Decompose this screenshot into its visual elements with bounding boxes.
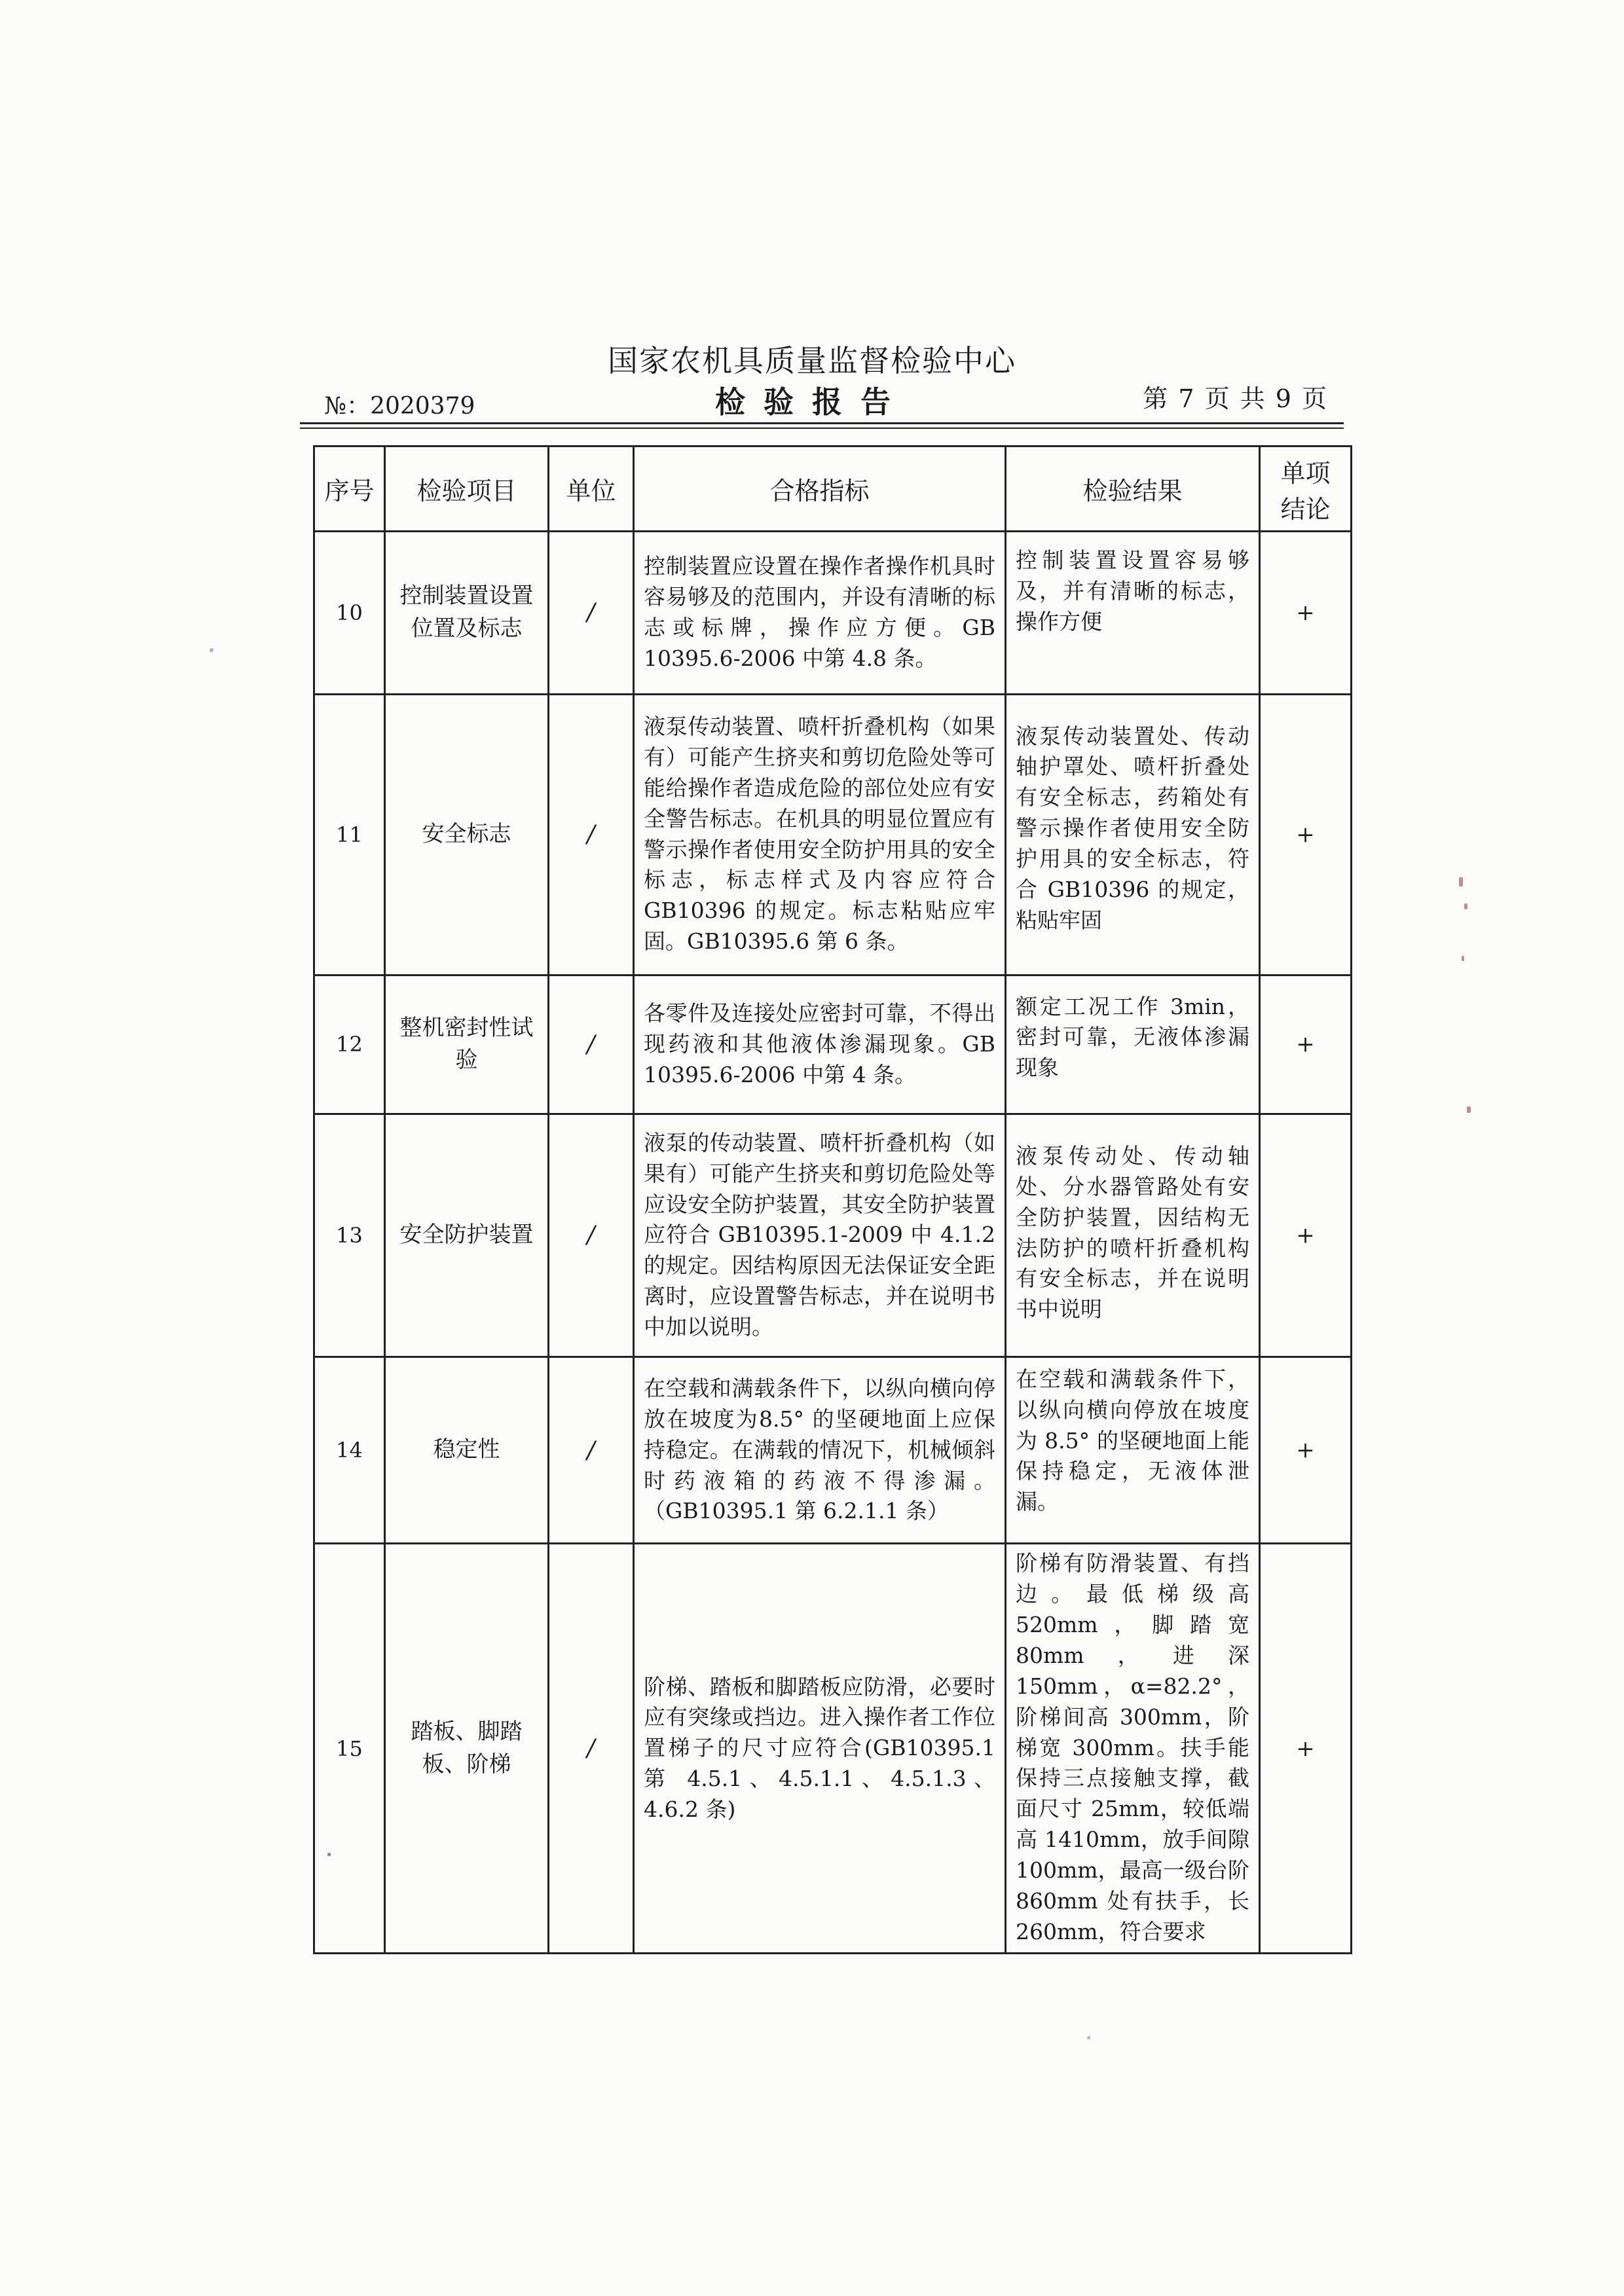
scan-speck bbox=[210, 648, 213, 652]
row-item: 踏板、脚踏板、阶梯 bbox=[385, 1544, 549, 1954]
header-verdict: 单项结论 bbox=[1260, 446, 1352, 532]
scan-speck bbox=[327, 1853, 331, 1856]
row-no: 13 bbox=[314, 1114, 385, 1357]
row-spec: 液泵的传动装置、喷杆折叠机构（如果有）可能产生挤夹和剪切危险处等应设安全防护装置，其安全防护装置应符合 GB10395.1-2009 中 4.1.2 的规定。因结构原因无法保证安全距离时，应设置警告标志，并在说明书中加以说明。 bbox=[634, 1114, 1006, 1357]
row-result: 液泵传动装置处、传动轴护罩处、喷杆折叠处有安全标志，药箱处有警示操作者使用安全防护用具的安全标志，符合 GB10396 的规定，粘贴牢固 bbox=[1006, 694, 1260, 975]
table-header-row bbox=[314, 446, 1352, 532]
table-row bbox=[314, 1357, 1352, 1544]
row-verdict: + bbox=[1260, 975, 1352, 1114]
row-item: 整机密封性试验 bbox=[385, 975, 549, 1114]
table-row bbox=[314, 975, 1352, 1114]
row-unit: / bbox=[549, 532, 634, 695]
row-result: 控制装置设置容易够及，并有清晰的标志，操作方便 bbox=[1006, 532, 1260, 695]
header-spec: 合格指标 bbox=[634, 446, 1006, 532]
header-item: 检验项目 bbox=[385, 446, 549, 532]
table-row bbox=[314, 694, 1352, 975]
header-no: 序号 bbox=[314, 446, 385, 532]
row-spec: 在空载和满载条件下，以纵向横向停放在坡度为8.5° 的坚硬地面上应保持稳定。在满载的情况下，机械倾斜时药液箱的药液不得渗漏。（GB10395.1 第 6.2.1.1 条） bbox=[634, 1357, 1006, 1544]
table-row bbox=[314, 532, 1352, 695]
row-no: 10 bbox=[314, 532, 385, 695]
row-verdict: + bbox=[1260, 694, 1352, 975]
page-indicator: 第 7 页 共 9 页 bbox=[1143, 384, 1328, 413]
row-item: 稳定性 bbox=[385, 1357, 549, 1544]
row-result: 阶梯有防滑装置、有挡边。最低梯级高 520mm，脚踏宽 80mm，进深 150mm，α=82.2°，阶梯间高 300mm，阶梯宽 300mm。扶手能保持三点接触支撑，截面尺寸 25mm，较低端高 1410mm，放手间隙 100mm，最高一级台阶 860mm 处有扶手，长 260mm，符合要求 bbox=[1006, 1544, 1260, 1954]
table-row bbox=[314, 1544, 1352, 1954]
row-no: 15 bbox=[314, 1544, 385, 1954]
row-unit: / bbox=[549, 1114, 634, 1357]
row-result: 液泵传动处、传动轴处、分水器管路处有安全防护装置，因结构无法防护的喷杆折叠机构有安全标志，并在说明书中说明 bbox=[1006, 1114, 1260, 1357]
row-result: 额定工况工作 3min，密封可靠，无液体渗漏现象 bbox=[1006, 975, 1260, 1114]
scan-speck bbox=[1459, 877, 1463, 886]
row-no: 12 bbox=[314, 975, 385, 1114]
scan-speck bbox=[1467, 1106, 1471, 1113]
row-no: 11 bbox=[314, 694, 385, 975]
row-verdict: + bbox=[1260, 532, 1352, 695]
report-title: 检验报告 bbox=[715, 384, 909, 420]
header-rule-top bbox=[300, 422, 1344, 424]
header-result: 检验结果 bbox=[1006, 446, 1260, 532]
row-spec: 阶梯、踏板和脚踏板应防滑，必要时应有突缘或挡边。进入操作者工作位置梯子的尺寸应符合(GB10395.1 第 4.5.1、4.5.1.1、4.5.1.3、4.6.2 条) bbox=[634, 1544, 1006, 1954]
row-result: 在空载和满载条件下，以纵向横向停放在坡度为 8.5° 的坚硬地面上能保持稳定，无液体泄漏。 bbox=[1006, 1357, 1260, 1544]
header-unit: 单位 bbox=[549, 446, 634, 532]
row-spec: 控制装置应设置在操作者操作机具时容易够及的范围内，并设有清晰的标志或标牌，操作应方便。GB 10395.6-2006 中第 4.8 条。 bbox=[634, 532, 1006, 695]
row-item: 安全防护装置 bbox=[385, 1114, 549, 1357]
row-unit: / bbox=[549, 1544, 634, 1954]
row-unit: / bbox=[549, 975, 634, 1114]
row-item: 安全标志 bbox=[385, 694, 549, 975]
row-spec: 各零件及连接处应密封可靠，不得出现药液和其他液体渗漏现象。GB 10395.6-2006 中第 4 条。 bbox=[634, 975, 1006, 1114]
header-rule-bottom bbox=[300, 428, 1344, 429]
organization-name: 国家农机具质量监督检验中心 bbox=[608, 343, 1016, 378]
report-number: №：2020379 bbox=[324, 393, 475, 420]
row-unit: / bbox=[549, 694, 634, 975]
scan-speck bbox=[1462, 956, 1464, 961]
row-item: 控制装置设置位置及标志 bbox=[385, 532, 549, 695]
row-spec: 液泵传动装置、喷杆折叠机构（如果有）可能产生挤夹和剪切危险处等可能给操作者造成危险的部位处应有安全警告标志。在机具的明显位置应有警示操作者使用安全防护用具的安全标志，标志样式及内容应符合 GB10396 的规定。标志粘贴应牢固。GB10395.6 第 6 条。 bbox=[634, 694, 1006, 975]
table-row bbox=[314, 1114, 1352, 1357]
row-verdict: + bbox=[1260, 1544, 1352, 1954]
inspection-table bbox=[313, 445, 1352, 1954]
scan-speck bbox=[1087, 2036, 1090, 2039]
row-unit: / bbox=[549, 1357, 634, 1544]
row-verdict: + bbox=[1260, 1357, 1352, 1544]
scan-speck bbox=[1464, 903, 1467, 909]
row-verdict: + bbox=[1260, 1114, 1352, 1357]
row-no: 14 bbox=[314, 1357, 385, 1544]
